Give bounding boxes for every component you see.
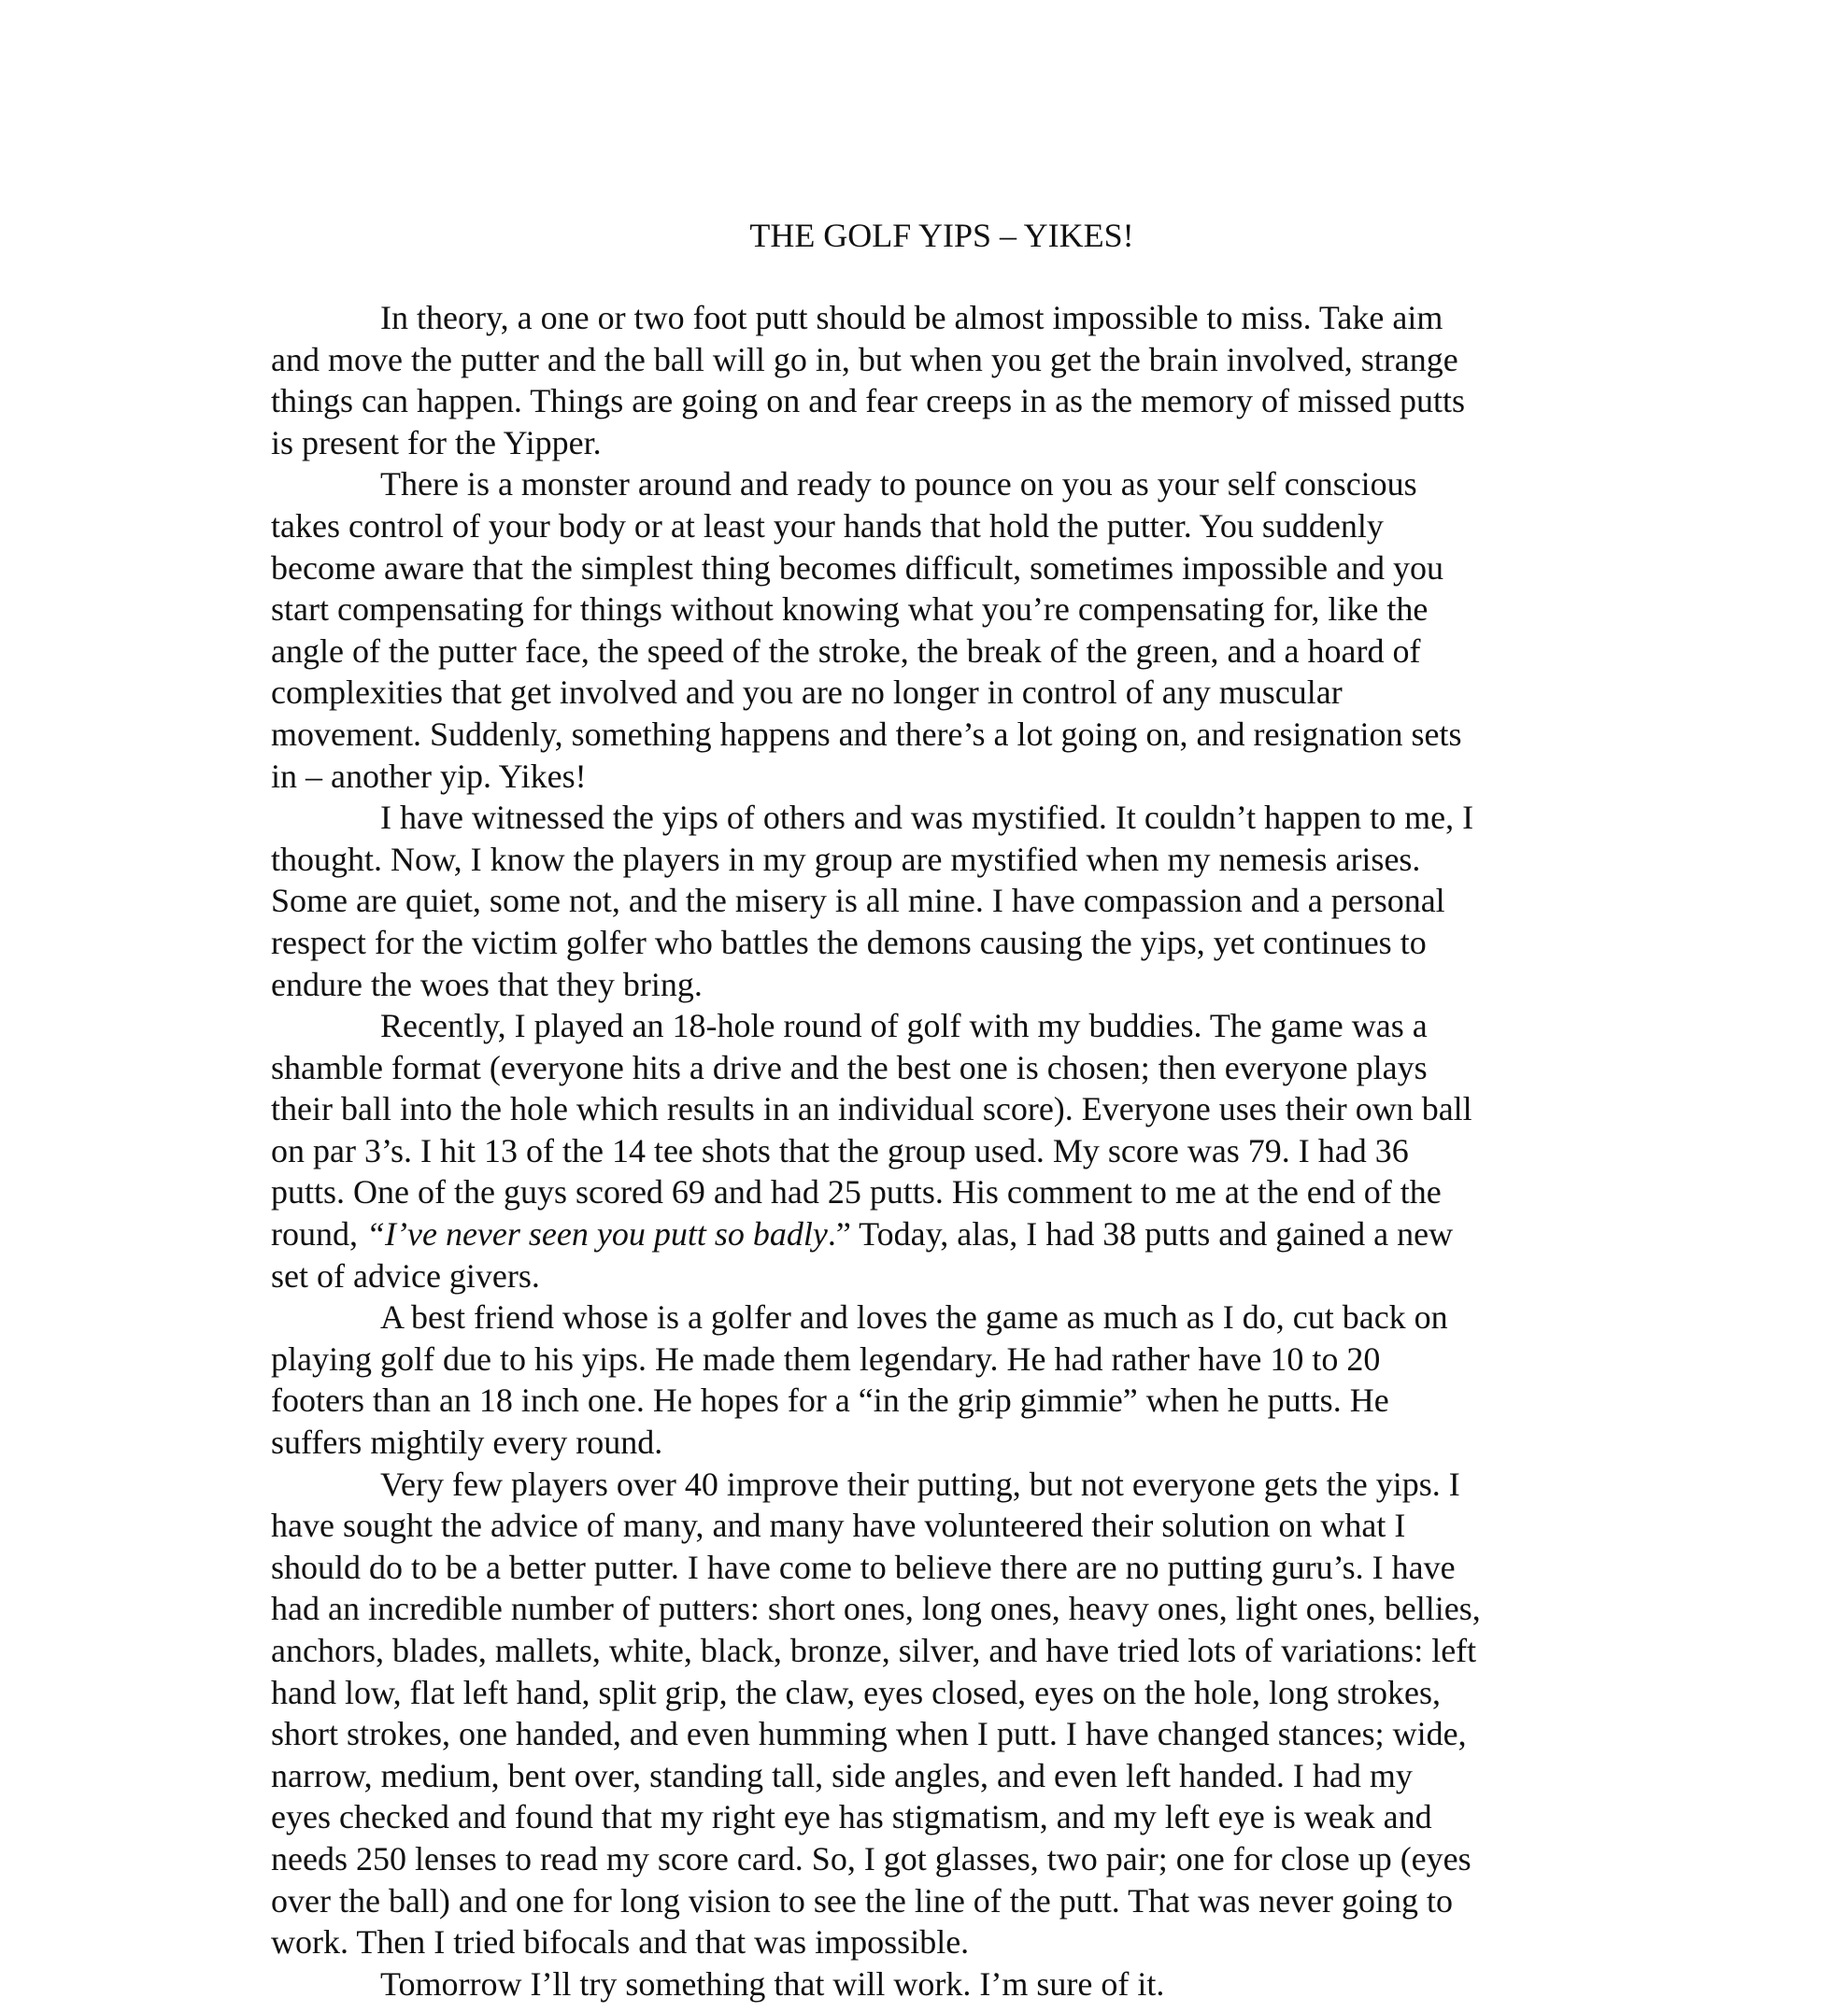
text-line: short strokes, one handed, and even humming when I putt. I have changed stances; wide, <box>271 1715 1467 1753</box>
text-line: A best friend whose is a golfer and loves the game as much as I do, cut back on <box>380 1298 1448 1337</box>
text-line: thought. Now, I know the players in my group are mystified when my nemesis arises. <box>271 840 1421 878</box>
text-line: complexities that get involved and you are no longer in control of any muscular <box>271 673 1343 712</box>
text-line: narrow, medium, bent over, standing tall, side angles, and even left handed. I had my <box>271 1756 1413 1794</box>
text-line: suffers mightily every round. <box>271 1424 663 1462</box>
text-line: hand low, flat left hand, split grip, the claw, eyes closed, eyes on the hole, long strokes, <box>271 1673 1442 1711</box>
paragraph-4 <box>271 1005 1607 1296</box>
text-line: have sought the advice of many, and many have volunteered their solution on what I <box>271 1507 1406 1545</box>
paragraph-1 <box>271 297 1607 463</box>
text-line: anchors, blades, mallets, white, black, bronze, silver, and have tried lots of variations: left <box>271 1632 1477 1669</box>
text-line: work. Then I tried bifocals and that was impossible. <box>271 1923 970 1962</box>
text-line: footers than an 18 inch one. He hopes for a “in the grip gimmie” when he putts. He <box>271 1381 1389 1420</box>
text-line: In theory, a one or two foot putt should be almost impossible to miss. Take aim <box>380 299 1443 336</box>
text-line: movement. Suddenly, something happens and there’s a lot going on, and resignation sets <box>271 715 1462 753</box>
text-line: Very few players over 40 improve their putting, but not everyone gets the yips. I <box>380 1465 1460 1503</box>
quote-line <box>271 1213 1607 1255</box>
paragraph-2 <box>271 463 1607 797</box>
text-line: playing golf due to his yips. He made them legendary. He had rather have 10 to 20 <box>271 1339 1381 1378</box>
text-line: needs 250 lenses to read my score card. So, I got glasses, two pair; one for close up (eyes <box>271 1839 1471 1877</box>
text-line: become aware that the simplest thing becomes difficult, sometimes impossible and you <box>271 548 1444 587</box>
italic-quote: “I’ve never seen you putt so badly <box>366 1215 828 1254</box>
text-line: endure the woes that they bring. <box>271 965 703 1003</box>
document-title: THE GOLF YIPS – YIKES! <box>749 217 1134 254</box>
text-line: on par 3’s. I hit 13 of the 14 tee shots that the group used. My score was 79. I had 36 <box>271 1131 1409 1169</box>
text-line: angle of the putter face, the speed of the stroke, the break of the green, and a hoard of <box>271 631 1421 670</box>
text-line: takes control of your body or at least your hands that hold the putter. You suddenly <box>271 506 1384 545</box>
paragraph-6 <box>271 1464 1607 1963</box>
text-line: Tomorrow I’ll try something that will work. I’m sure of it. <box>380 1964 1165 2003</box>
text-line: Some are quiet, some not, and the misery is all mine. I have compassion and a personal <box>271 882 1445 920</box>
text-line: set of advice givers. <box>271 1256 540 1295</box>
text-line: and move the putter and the ball will go in, but when you get the brain involved, strange <box>271 340 1458 378</box>
text-line: putts. One of the guys scored 69 and had 25 putts. His comment to me at the end of the <box>271 1173 1442 1211</box>
text-line: start compensating for things without knowing what you’re compensating for, like the <box>271 590 1429 629</box>
text-line: things can happen. Things are going on and fear creeps in as the memory of missed putts <box>271 382 1466 420</box>
text-line: There is a monster around and ready to pounce on you as your self conscious <box>380 465 1417 503</box>
text-line: I have witnessed the yips of others and was mystified. It couldn’t happen to me, I <box>380 799 1474 837</box>
text-line: is present for the Yipper. <box>271 423 602 461</box>
paragraph-7 <box>271 1963 1607 2005</box>
text-line: shamble format (everyone hits a drive and the best one is chosen; then everyone plays <box>271 1048 1428 1086</box>
text-line: in – another yip. Yikes! <box>271 757 587 795</box>
text-line: had an incredible number of putters: short ones, long ones, heavy ones, light ones, bellies, <box>271 1590 1481 1628</box>
paragraph-5 <box>271 1296 1607 1463</box>
paragraph-3 <box>271 797 1607 1005</box>
document-page <box>271 215 1607 2005</box>
text-line: Recently, I played an 18-hole round of golf with my buddies. The game was a <box>380 1007 1428 1045</box>
quote-line-after: .” Today, alas, I had 38 putts and gained a new <box>827 1215 1454 1254</box>
text-line: over the ball) and one for long vision to see the line of the putt. That was never going to <box>271 1881 1454 1920</box>
text-line: their ball into the hole which results in an individual score). Everyone uses their own ball <box>271 1090 1472 1128</box>
text-line: should do to be a better putter. I have come to believe there are no putting guru’s. I have <box>271 1548 1456 1586</box>
quote-line-before: round, <box>271 1215 366 1254</box>
text-line: eyes checked and found that my right eye has stigmatism, and my left eye is weak and <box>271 1798 1432 1836</box>
text-line: respect for the victim golfer who battles the demons causing the yips, yet continues to <box>271 923 1427 961</box>
